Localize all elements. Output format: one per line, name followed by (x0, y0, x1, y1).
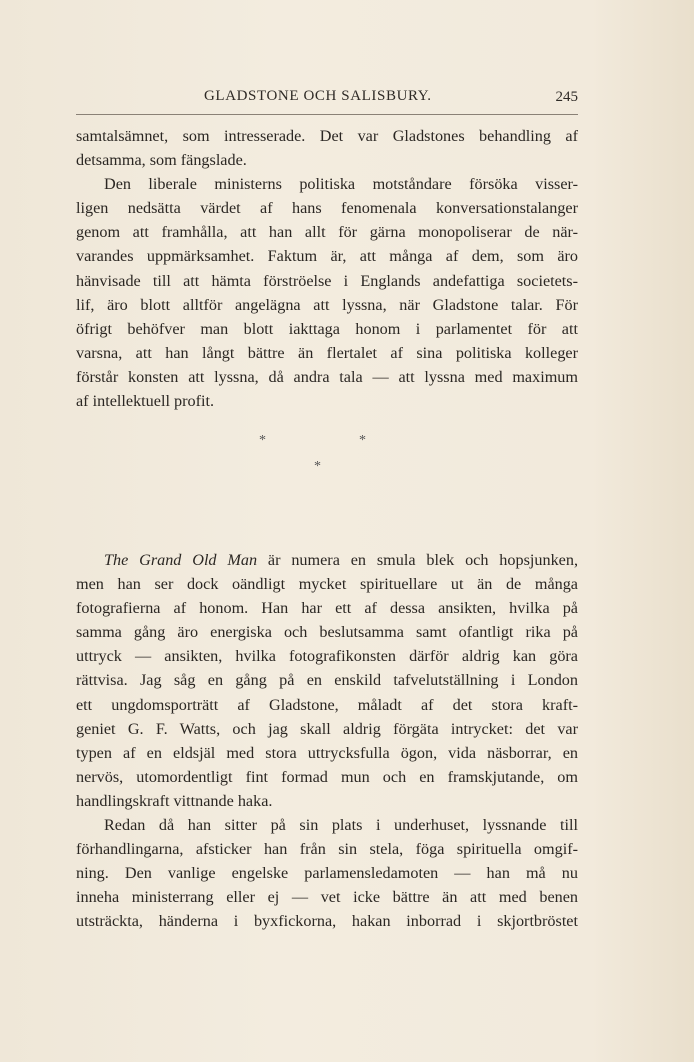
text-run: är numera en smula blek och hopsjunken, (257, 551, 578, 569)
text-line: inneha ministerrang eller ej — vet icke bättre än att med benen (76, 888, 578, 907)
text-line: handlingskraft vittnande haka. (76, 791, 273, 810)
text-line: ligen nedsätta värdet af hans fenomenala konversationstalanger (76, 199, 578, 218)
text-line: förhandlingarna, afsticker han från sin stela, föga spirituella omgif- (76, 840, 578, 859)
text-line: samtalsämnet, som intresserade. Det var Gladstones behandling af (76, 127, 578, 145)
separator-star: * (314, 459, 321, 474)
text-line: lif, äro blott alltför angelägna att lyssna, när Gladstone talar. För (76, 295, 578, 314)
text-line: varandes uppmärksamhet. Faktum är, att många af dem, som äro (76, 247, 578, 266)
text-line: typen af en eldsjäl med stora uttrycksfulla ögon, vida näsborrar, en (76, 743, 578, 762)
text-line: förstår konsten att lyssna, då andra tala — att lyssna med maximum (76, 367, 578, 386)
text-line: af intellektuell profit. (76, 392, 214, 411)
text-line: Redan då han sitter på sin plats i underhuset, lyssnande till (104, 816, 578, 835)
text-line: uttryck — ansikten, hvilka fotografikonsten därför aldrig kan göra (76, 647, 578, 666)
section-2 (76, 548, 578, 934)
text-line: öfrigt behöfver man blott iakttaga honom i parlamentet för att (76, 319, 578, 338)
text-line: detsamma, som fängslade. (76, 151, 247, 170)
text-line: ett ungdomsporträtt af Gladstone, måladt af det stora kraft- (76, 695, 578, 714)
text-line (76, 548, 578, 572)
text-line: genom att framhålla, att han allt för gärna monopoliserar de när- (76, 223, 578, 242)
text-line: hänvisade till att hämta förströelse i Englands andefattiga societets- (76, 271, 578, 290)
text-line: fotografierna af honom. Han har ett af dessa ansikten, hvilka på (76, 599, 578, 618)
text-line: varsna, att han långt bättre än flertalet af sina politiska kolleger (76, 343, 578, 362)
section-separator (0, 433, 694, 483)
page-header (76, 86, 578, 110)
text-line: nervös, utomordentligt fint formad mun och en framskjutande, om (76, 767, 578, 786)
text-line: ning. Den vanlige engelske parlamensledamoten — han må nu (76, 864, 578, 883)
section-1 (76, 124, 578, 413)
text-line: men han ser dock oändligt mycket spirituellare ut än de många (76, 575, 578, 594)
text-line: geniet G. F. Watts, och jag skall aldrig förgäta intrycket: det var (76, 719, 578, 738)
text-line: samma gång äro energiska och beslutsamma samt ofantligt rika på (76, 623, 578, 642)
text-line: Den liberale ministerns politiska motståndare försöka visser- (104, 175, 578, 194)
text-line: utsträckta, händerna i byxfickorna, hakan inborrad i skjortbröstet (76, 912, 578, 931)
text-line: rättvisa. Jag såg en gång på en enskild tafvelutställning i London (76, 671, 578, 690)
separator-star: * (359, 433, 366, 448)
page-number: 245 (555, 89, 578, 105)
running-title: GLADSTONE OCH SALISBURY. (204, 88, 432, 104)
separator-star: * (259, 433, 266, 448)
header-rule (76, 114, 578, 115)
italic-title: The Grand Old Man (104, 551, 258, 569)
